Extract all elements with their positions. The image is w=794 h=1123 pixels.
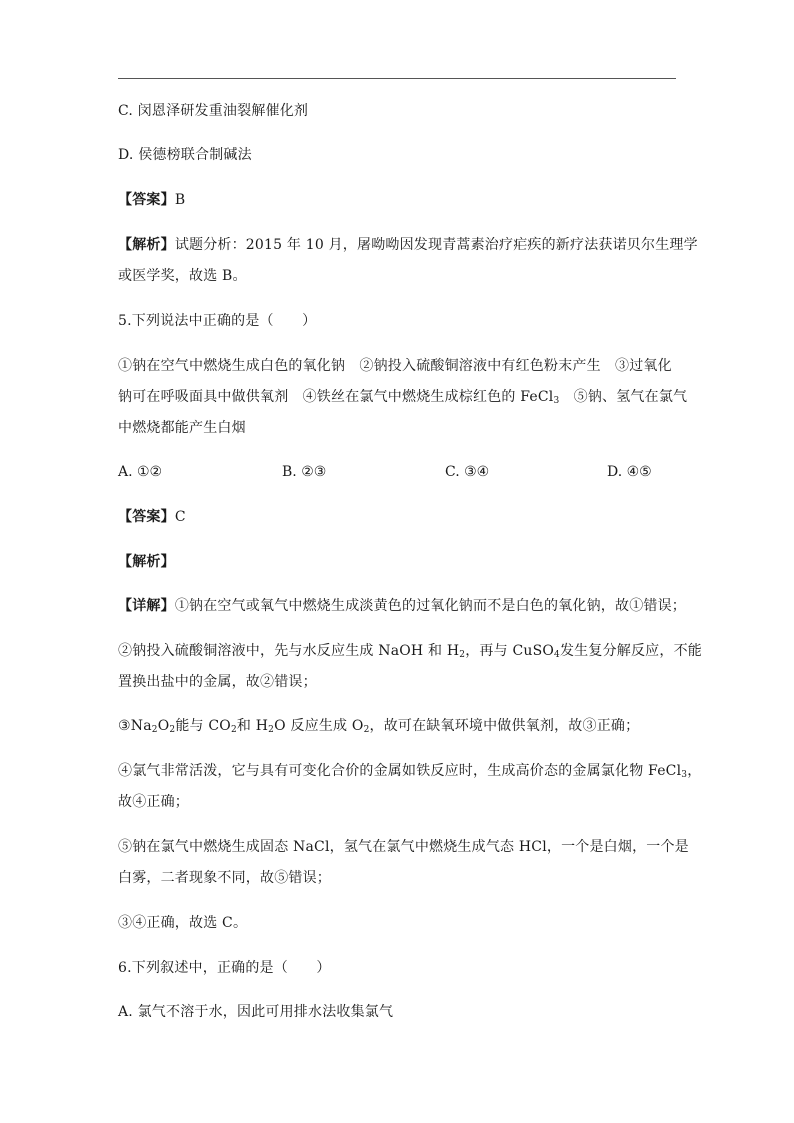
q6-stem: 6.下列叙述中，正确的是（ ） [118,960,331,976]
text-run: ⑤钠、氢气在氯气 [559,389,688,405]
text-run: ②钠投入硫酸铜溶液中，先与水反应生成 NaOH 和 H [118,643,460,659]
q5-option-b: B. ②③ [282,464,327,480]
q5-option-a: A. ①② [118,464,163,480]
q5-detail-line-6: 故④正确； [118,794,189,810]
q4-analysis-line-1 [118,235,698,255]
q5-option-c: C. ③④ [445,464,490,480]
subscript: 4 [554,650,560,660]
q5-analysis-tag: 【解析】 [118,554,175,570]
subscript: 2 [151,725,158,735]
q4-answer [118,190,185,210]
subscript: 2 [169,725,176,735]
q5-option-d: D. ④⑤ [607,464,652,480]
subscript: 3 [681,770,688,780]
text-run: 发生复分解反应，不能 [559,643,702,659]
subscript: 2 [268,725,275,735]
subscript: 2 [230,725,237,735]
text-run: ， [687,763,702,779]
q4-analysis-line-2: 或医学奖，故选 B。 [118,268,247,284]
q5-detail-line-3: 置换出盐中的金属，故②错误； [118,674,317,690]
answer-value: B [174,192,186,208]
subscript: 2 [363,725,370,735]
text-run: ③Na [118,718,152,734]
detail-text: ①钠在空气或氧气中燃烧生成淡黄色的过氧化钠而不是白色的氧化钠，故①错误； [174,598,687,614]
analysis-text: 试题分析：2015 年 10 月，屠呦呦因发现青蒿素治疗疟疾的新疗法获诺贝尔生理学 [174,237,698,253]
q5-detail-line-1 [118,596,686,616]
text-run: ，故可在缺氧环境中做供氧剂，故③正确； [369,718,640,734]
text-run: ，再与 CuSO [465,643,555,659]
q5-answer [118,507,186,527]
subscript: 3 [553,396,560,406]
q5-statement-line-1: ①钠在空气中燃烧生成白色的氧化钠 ②钠投入硫酸铜溶液中有红色粉末产生 ③过氧化 [118,358,672,374]
q5-detail-line-4 [118,716,639,736]
text-run: O [157,718,170,734]
q6-option-a: A. 氯气不溶于水，因此可用排水法收集氯气 [118,1004,394,1020]
q5-detail-line-2 [118,641,702,661]
q5-detail-line-5 [118,761,701,781]
q4-option-c: C. 闵恩泽研发重油裂解催化剂 [118,103,309,119]
q5-statement-line-3: 中燃烧都能产生白烟 [118,420,246,436]
text-run: O 反应生成 O [274,718,364,734]
q5-detail-line-8: 白雾，二者现象不同，故⑤错误； [118,870,331,886]
text-run: 和 H [236,718,269,734]
answer-tag: 【答案】 [118,192,175,208]
q5-statement-line-2 [118,387,687,407]
answer-value: C [174,509,186,525]
q5-detail-line-7: ⑤钠在氯气中燃烧生成固态 NaCl，氢气在氯气中燃烧生成气态 HCl，一个是白烟，一个是 [118,839,689,855]
q5-detail-line-9: ③④正确，故选 C。 [118,915,248,931]
text-run: ④氯气非常活泼，它与具有可变化合价的金属如铁反应时，生成高价态的金属氯化物 FeCl [118,763,682,779]
detail-tag: 【详解】 [118,598,175,614]
analysis-tag: 【解析】 [118,237,175,253]
subscript: 2 [459,650,466,660]
text-run: 钠可在呼吸面具中做供氧剂 ④铁丝在氯气中燃烧生成棕红色的 FeCl [118,389,554,405]
answer-tag: 【答案】 [118,509,175,525]
q4-option-d: D. 侯德榜联合制碱法 [118,147,252,163]
text-run: 能与 CO [175,718,231,734]
q5-stem: 5.下列说法中正确的是（ ） [118,313,317,329]
header-rule [118,78,676,79]
